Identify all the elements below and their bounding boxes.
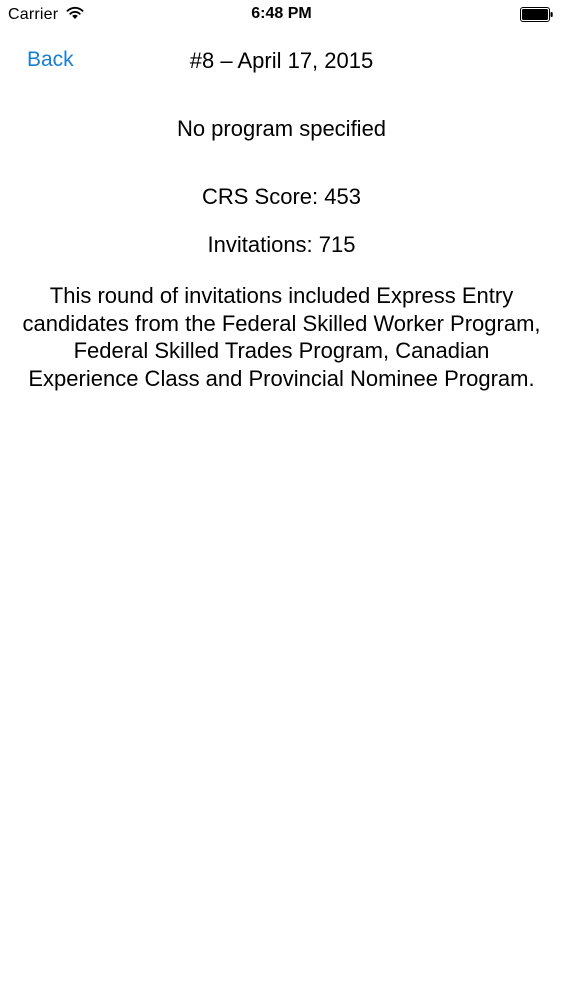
crs-score-label: CRS Score:	[202, 184, 325, 209]
navigation-bar	[0, 30, 563, 94]
invitations-label: Invitations:	[207, 232, 319, 257]
program-label: No program specified	[176, 116, 387, 141]
status-time: 6:48 PM	[251, 5, 312, 22]
battery-icon	[520, 7, 554, 22]
crs-score-value: 453	[324, 184, 361, 209]
round-description: This round of invitations included Express Entry candidates from the Federal Skilled Worker Program, Federal Skilled Trades Program, Canadian Experience Class and Provincial Nominee Program.	[22, 283, 541, 391]
back-button[interactable]: Back	[27, 48, 74, 71]
status-bar	[0, 0, 563, 30]
invitations-count	[0, 232, 563, 258]
crs-score	[0, 184, 563, 210]
invitations-value: 715	[318, 232, 356, 257]
page-title: #8 – April 17, 2015	[189, 48, 374, 73]
carrier-label: Carrier	[8, 6, 59, 23]
